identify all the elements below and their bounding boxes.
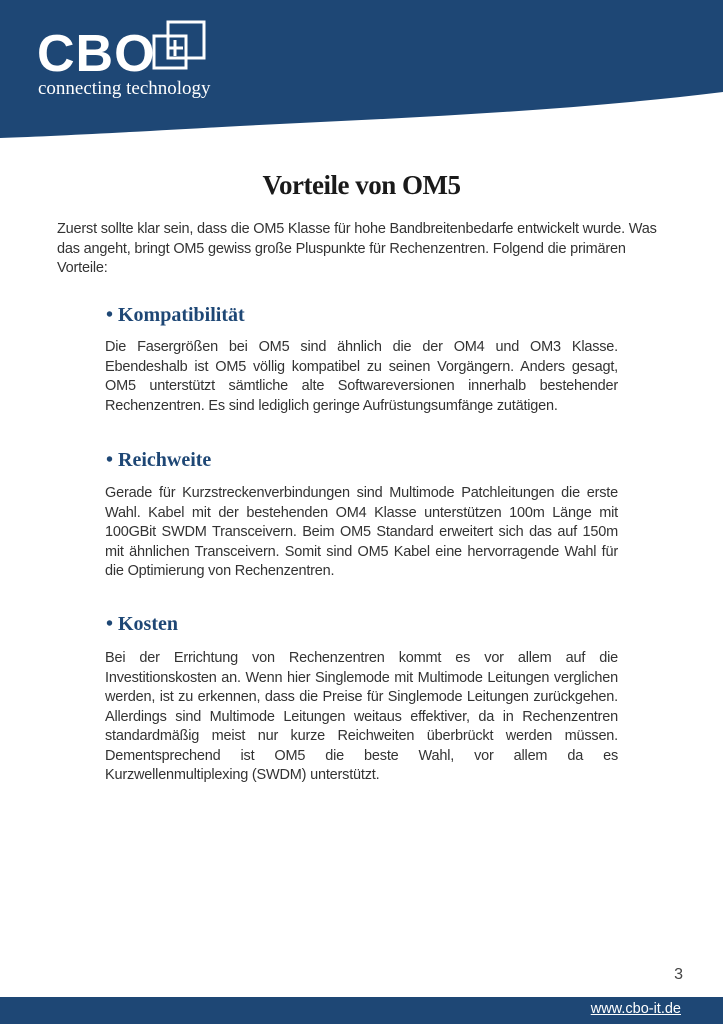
website-link[interactable]: www.cbo-it.de xyxy=(590,1001,681,1017)
section-body-reichweite: Gerade für Kurzstreckenverbindungen sind Multimode Patchleitungen die erste Wahl. Kabel mit der bestehenden OM4 Klasse unterstützen 100m Länge mit 100GBit SWDM Transceivern. Beim OM5 Standard erweitert sich das auf 150m mit ähnlichen Transceivern. Somit sind OM5 Kabel eine hervorragende Wahl für die Optimierung von Rechenzentren. xyxy=(105,485,618,579)
logo-tagline: connecting technology xyxy=(38,78,211,99)
footer-bar xyxy=(0,997,723,1024)
page-number: 3 xyxy=(674,966,683,983)
logo-text: CBO xyxy=(37,25,156,83)
section-body-kompatibilitaet: Die Fasergrößen bei OM5 sind ähnlich die der OM4 und OM3 Klasse. Ebendeshalb ist OM5 völlig kompatibel zu seinen Vorgängern. Anders gesagt, OM5 unterstützt sämtliche alte Softwareversionen innerhalb bestehender Rechenzentren. Es sind lediglich geringe Aufrüstungsumfänge zutätigen. xyxy=(105,339,618,414)
section-body-kosten: Bei der Errichtung von Rechenzentren kommt es vor allem auf die Investitionskosten an. Wenn hier Singlemode mit Multimode Leitungen verglichen werden, ist zu erkennen, dass die Preise für Singlemode Leitungen zurückgehen. Allerdings sind Multimode Leitungen weitaus effektiver, da in Rechenzentren standardmäßig meist nur kurze Reichweiten überbrückt werden müssen. Dementsprechend ist OM5 die beste Wahl, vor allem da es Kurzwellenmultiplexing (SWDM) unterstützt. xyxy=(105,650,618,783)
page-title: Vorteile von OM5 xyxy=(262,170,461,200)
logo-squares-icon xyxy=(150,20,208,78)
section-heading-reichweite: • Reichweite xyxy=(106,449,212,471)
section-heading-kompatibilitaet: • Kompatibilität xyxy=(106,304,245,326)
section-heading-kosten: • Kosten xyxy=(106,613,179,635)
header-banner xyxy=(0,0,723,140)
intro-paragraph: Zuerst sollte klar sein, dass die OM5 Klasse für hohe Bandbreitenbedarfe entwickelt wurde. Was das angeht, bringt OM5 gewiss große Pluspunkte für Rechenzentren. Folgend die primären Vorteile: xyxy=(57,221,657,276)
